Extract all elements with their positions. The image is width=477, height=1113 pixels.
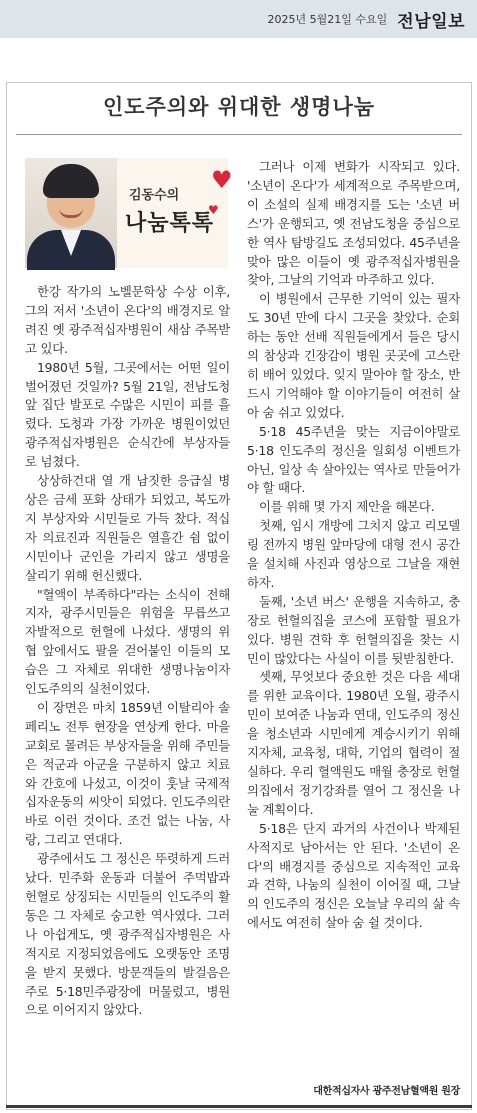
paragraph: 이를 위해 몇 가지 제안을 해본다. [259, 499, 435, 515]
headline-divider [16, 134, 462, 135]
paragraph: 5·18 45주년을 맞는 지금이야말로 5·18 인도주의 정신을 일회성 이벤트가 아닌, 일상 속 살아있는 역사로 만들어가야 할 때다. [247, 423, 460, 496]
paragraph: 그러나 이제 변화가 시작되고 있다. '소년이 온다'가 세계적으로 주목받으며, 이 소설의 실제 배경지를 도는 '소년 버스'가 운행되고, 옛 전남도청을 중심으로 한 역사 탐방길도 조성되었다. 45주년을 맞아 많은 이들이 옛 광주적십자병원을 찾아, 그날의 기억과 마주하고 있다. [247, 159, 460, 288]
columnist-photo [25, 158, 117, 268]
masthead-bar [0, 0, 477, 38]
article-column-right [247, 158, 460, 933]
paragraph: 셋째, 무엇보다 중요한 것은 다음 세대를 위한 교육이다. 1980년 오월, 광주시민이 보여준 나눔과 연대, 인도주의 정신을 청소년과 시민에게 계승시키기 위해 지자체, 교육청, 대학, 기업의 협력이 절실하다. 우리 혈액원도 매월 충장로 헌혈의집에서 정기강좌를 열어 그 정신을 나눌 계획이다. [247, 669, 460, 817]
paragraph: 1980년 5월, 그곳에서는 어떤 일이 벌어졌던 것일까? 5월 21일, 전남도청 앞 집단 발포로 수많은 시민이 피를 흘렸다. 도청과 가장 가까운 병원이었던 광주적십자병원은 순식간에 부상자들로 넘쳤다. [25, 359, 230, 470]
paragraph: 5·18은 단지 과거의 사건이나 박제된 사적지로 남아서는 안 된다. '소년이 온다'의 배경지를 중심으로 지속적인 교육과 견학, 나눔의 실천이 이어질 때, 그날의 인도주의 정신은 오늘날 우리의 삶 속에서도 여전히 살아 숨 쉴 것이다. [247, 820, 460, 931]
paragraph: 상상하건대 열 개 남짓한 응급실 병상은 금세 포화 상태가 되었고, 복도까지 부상자와 시민들로 가득 찼다. 적십자 의료진과 직원들은 열흘간 쉼 없이 시민이나 군인을 가리지 않고 생명을 살리기 위해 헌신했다. [25, 473, 230, 583]
columnist-banner [25, 158, 233, 268]
article-headline: 인도주의와 위대한 생명나눔 [102, 95, 376, 119]
publication-date: 2025년 5월21일 수요일 [267, 13, 388, 26]
paragraph: 이 병원에서 근무한 기억이 있는 필자도 30년 만에 다시 그곳을 찾았다. 순회하는 동안 선배 직원들에게서 들은 당시의 참상과 긴장감이 병원 곳곳에 고스란히 배어 있었다. 잊지 말아야 할 장소, 반드시 기억해야 할 이야기들이 여전히 살아 숨 쉬고 있었다. [247, 291, 460, 420]
paragraph: 둘째, '소년 버스' 운행을 지속하고, 충장로 헌혈의집을 코스에 포함할 필요가 있다. 병원 견학 후 헌혈의집을 찾는 시민이 많았다는 사실이 이를 뒷받침한다. [247, 593, 460, 666]
column-author-label: 김동수의 [129, 188, 180, 203]
paragraph: 첫째, 임시 개방에 그치지 않고 리모델링 전까지 병원 앞마당에 대형 전시 공간을 설치해 사진과 영상으로 그날을 재현하자. [247, 518, 460, 590]
heart-icon: ♥ [208, 203, 219, 217]
newspaper-name: 전남일보 [397, 11, 465, 32]
paragraph: 한강 작가의 노벨문학상 수상 이후, 그의 저서 '소년이 온다'의 배경지로 알려진 옛 광주적십자병원이 새삼 주목받고 있다. [25, 284, 230, 356]
column-series-title: 나눔톡톡 [125, 211, 215, 236]
heart-icon: ♥ [211, 166, 233, 194]
paragraph: 광주에서도 그 정신은 뚜렷하게 드러났다. 민주화 운동과 더불어 주먹밥과 헌혈로 상징되는 시민들의 인도주의 활동은 그 자체로 숭고한 역사였다. 그러나 아쉽게도, 옛 광주적십자병원은 사적지로 지정되었음에도 오랫동안 조명을 받지 못했다. 방문객들의 발걸음은 주로 5·18민주광장에 머물렀고, 병원으로 이어지지 않았다. [25, 851, 230, 1018]
paragraph: 이 장면은 마치 1859년 이탈리아 솔페리노 전투 현장을 연상케 한다. 마을 교회로 몰려든 부상자들을 위해 주민들은 적군과 아군을 구분하지 않고 치료와 간호에 나섰고, 이것이 훗날 국제적십자운동의 씨앗이 되었다. 인도주의란 바로 이런 것이다. 조건 없는 나눔, 사랑, 그리고 연대다. [25, 699, 230, 848]
bottom-rule [6, 1105, 472, 1108]
article-column-left [25, 283, 230, 1020]
author-byline: 대한적십자사 광주전남혈액원 원장 [313, 1086, 460, 1097]
paragraph: "혈액이 부족하다"라는 소식이 전해지자, 광주시민들은 위험을 무릅쓰고 자발적으로 헌혈에 나섰다. 생명의 위협 앞에서도 팔을 걷어붙인 이들의 모습은 그 자체로 위대한 생명나눔이자 인도주의의 실천이었다. [25, 586, 230, 697]
